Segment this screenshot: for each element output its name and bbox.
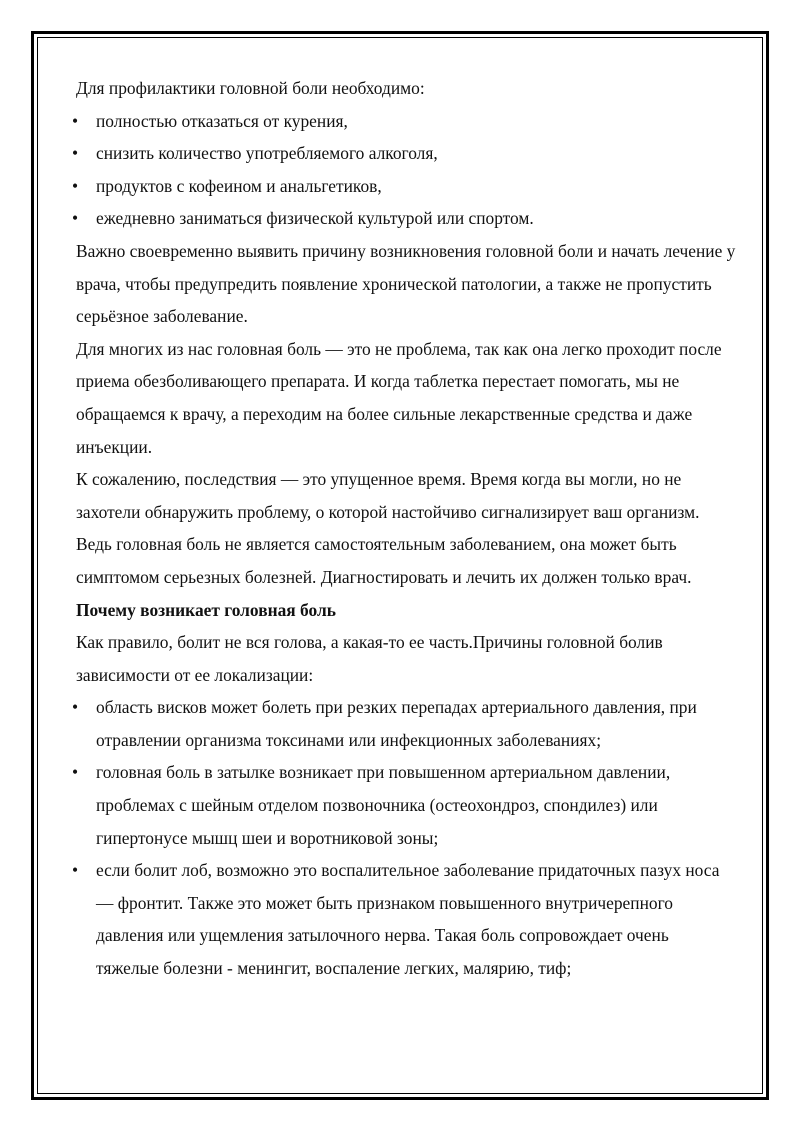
list-item: • продуктов с кофеином и анальгетиков, (76, 170, 736, 203)
bullet-icon: • (71, 762, 79, 783)
bullet-icon: • (71, 175, 79, 196)
list-item: • снизить количество употребляемого алкоголя, (76, 137, 736, 170)
bullet-icon: • (71, 110, 79, 131)
bullet-icon: • (71, 860, 79, 881)
section-heading: Почему возникает головная боль (76, 599, 336, 620)
document-body (71, 72, 736, 985)
paragraph: Для многих из нас головная боль — это не проблема, так как она легко проходит после приема обезболивающего препарата. И когда таблетка перестает помогать, мы не обращаемся к врачу, а переходим на более сильные лекарственные средства и даже инъекции. (76, 338, 722, 457)
causes-intro: Как правило, болит не вся голова, а какая-то ее часть.Причины головной болив зависимости от ее локализации: (76, 632, 663, 685)
list-item: • если болит лоб, возможно это воспалительное заболевание придаточных пазух носа — фронтит. Также это может быть признаком повышенного внутричерепного давления или ущемления затылочного нерва. Такая боль сопровождает очень тяжелые болезни - менингит, воспаление легких, малярию, тиф; (76, 854, 736, 984)
list-item: • область висков может болеть при резких перепадах артериального давления, при отравлении организма токсинами или инфекционных заболеваниях; (76, 691, 736, 756)
list-item: • головная боль в затылке возникает при повышенном артериальном давлении, проблемах с шейным отделом позвоночника (остеохондроз, спондилез) или гипертонусе мышц шеи и воротниковой зоны; (76, 756, 736, 854)
list-item: • ежедневно заниматься физической культурой или спортом. (76, 202, 736, 235)
causes-list (71, 691, 736, 984)
bullet-icon: • (71, 697, 79, 718)
paragraph: Важно своевременно выявить причину возникновения головной боли и начать лечение у врача, чтобы предупредить появление хронической патологии, а также не пропустить серьёзное заболевание. (76, 240, 736, 327)
bullet-icon: • (71, 208, 79, 229)
bullet-icon: • (71, 143, 79, 164)
prevention-intro: Для профилактики головной боли необходимо: (76, 78, 425, 98)
prevention-list (71, 105, 736, 235)
list-item: • полностью отказаться от курения, (76, 105, 736, 138)
paragraph: К сожалению, последствия — это упущенное время. Время когда вы могли, но не захотели обнаружить проблему, о которой настойчиво сигнализирует ваш организм. Ведь головная боль не является самостоятельным заболеванием, она может быть симптомом серьезных болезней. Диагностировать и лечить их должен только врач. (76, 469, 700, 587)
